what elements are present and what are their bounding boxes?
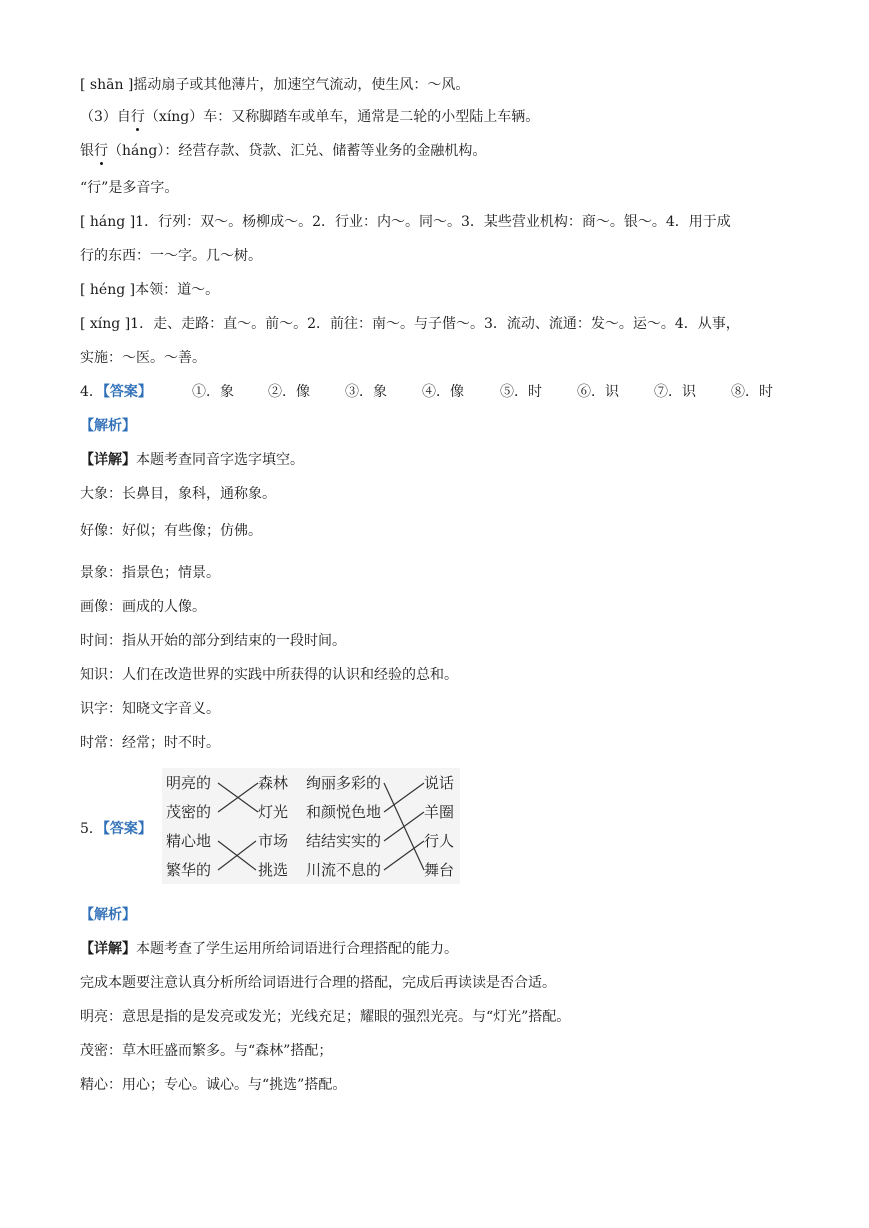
explanation-line: 知识：人们在改造世界的实践中所获得的认识和经验的总和。 <box>80 667 458 683</box>
emphasis-dot-char: 行 <box>94 143 108 159</box>
question-number: 4． <box>80 384 103 400</box>
text-line: [ háng ]1．行列：双～。杨柳成～。2．行业：内～。同～。3．某些营业机构：商～。银～。4．用于成 <box>80 214 731 230</box>
explanation-line: 画像：画成的人像。 <box>80 599 206 615</box>
answer-item: ⑦．识 <box>654 384 696 400</box>
text-segment: （háng）：经营存款、贷款、汇兑、储蓄等业务的金融机构。 <box>108 143 487 159</box>
q5-answer-label <box>80 820 152 838</box>
match-word: 川流不息的 <box>306 861 382 879</box>
detail-line <box>80 451 304 469</box>
detail-tag: 【详解】 <box>80 941 136 957</box>
text-line: [ shān ]摇动扇子或其他薄片，加速空气流动，使生风：～风。 <box>80 77 470 93</box>
match-word: 行人 <box>424 832 455 850</box>
detail-text: 本题考查同音字选字填空。 <box>136 452 304 468</box>
answer-item: ⑤．时 <box>500 384 542 400</box>
detail-line <box>80 940 458 958</box>
match-word: 绚丽多彩的 <box>306 774 382 792</box>
text-line: “行”是多音字。 <box>80 180 179 196</box>
text-line <box>80 142 486 160</box>
explanation-line: 识字：知晓文字音义。 <box>80 701 220 717</box>
match-word: 说话 <box>424 774 455 792</box>
answer-item: ⑥．识 <box>577 384 619 400</box>
word-matching-diagram <box>162 768 460 884</box>
explanation-line: 完成本题要注意认真分析所给词语进行合理的搭配，完成后再读读是否合适。 <box>80 975 556 991</box>
explanation-line: 大象：长鼻目，象科，通称象。 <box>80 486 276 502</box>
match-line <box>384 841 424 870</box>
detail-text: 本题考查了学生运用所给词语进行合理搭配的能力。 <box>136 941 458 957</box>
text-line: [ xíng ]1．走、走路：直～。前～。2．前往：南～。与子偕～。3．流动、流通：发～。运～。4．从事， <box>80 316 740 332</box>
analysis-tag: 【解析】 <box>80 418 136 434</box>
analysis-tag: 【解析】 <box>80 907 136 923</box>
text-segment: （xíng）车：又称脚踏车或单车，通常是二轮的小型陆上车辆。 <box>144 109 540 125</box>
match-word: 茂密的 <box>166 803 212 821</box>
match-word: 市场 <box>258 832 289 850</box>
explanation-line: 精心：用心；专心。诚心。与“挑选”搭配。 <box>80 1077 347 1093</box>
match-word: 羊圈 <box>424 803 455 821</box>
match-word: 精心地 <box>166 832 212 850</box>
answer-tag: 【答案】 <box>102 821 152 837</box>
text-segment: （3）自 <box>80 109 131 125</box>
answer-item: ⑧．时 <box>731 384 773 400</box>
explanation-line: 时常：经常；时不时。 <box>80 735 220 751</box>
match-word: 挑选 <box>258 861 289 879</box>
answer-item: ①．象 <box>192 384 234 400</box>
explanation-line: 好像：好似；有些像；仿佛。 <box>80 523 262 539</box>
answer-tag: 【答案】 <box>102 384 152 400</box>
explanation-line: 明亮：意思是指的是发亮或发光；光线充足；耀眼的强烈光亮。与“灯光”搭配。 <box>80 1009 571 1025</box>
match-word: 森林 <box>258 774 289 792</box>
answer-item: ②．像 <box>268 384 310 400</box>
answer-item: ④．像 <box>422 384 464 400</box>
detail-tag: 【详解】 <box>80 452 136 468</box>
match-line <box>384 812 424 841</box>
explanation-line: 景象：指景色；情景。 <box>80 565 220 581</box>
match-word: 结结实实的 <box>306 832 382 850</box>
text-segment: 银 <box>80 143 94 159</box>
explanation-line: 时间：指从开始的部分到结束的一段时间。 <box>80 633 346 649</box>
match-word: 灯光 <box>258 803 289 821</box>
text-line <box>80 108 539 126</box>
match-word: 繁华的 <box>166 861 212 879</box>
explanation-line: 茂密：草木旺盛而繁多。与“森林”搭配； <box>80 1043 333 1059</box>
answer-item: ③．象 <box>345 384 387 400</box>
q4-answer-row <box>80 383 800 401</box>
text-line: [ héng ]本领：道～。 <box>80 282 220 298</box>
match-word: 舞台 <box>424 861 455 879</box>
match-word: 明亮的 <box>166 774 212 792</box>
question-number: 5． <box>80 821 103 837</box>
match-line <box>384 783 424 812</box>
text-line: 行的东西：一～字。几～树。 <box>80 248 262 264</box>
text-line: 实施：～医。～善。 <box>80 350 206 366</box>
match-word: 和颜悦色地 <box>306 803 382 821</box>
emphasis-dot-char: 行 <box>130 109 145 125</box>
